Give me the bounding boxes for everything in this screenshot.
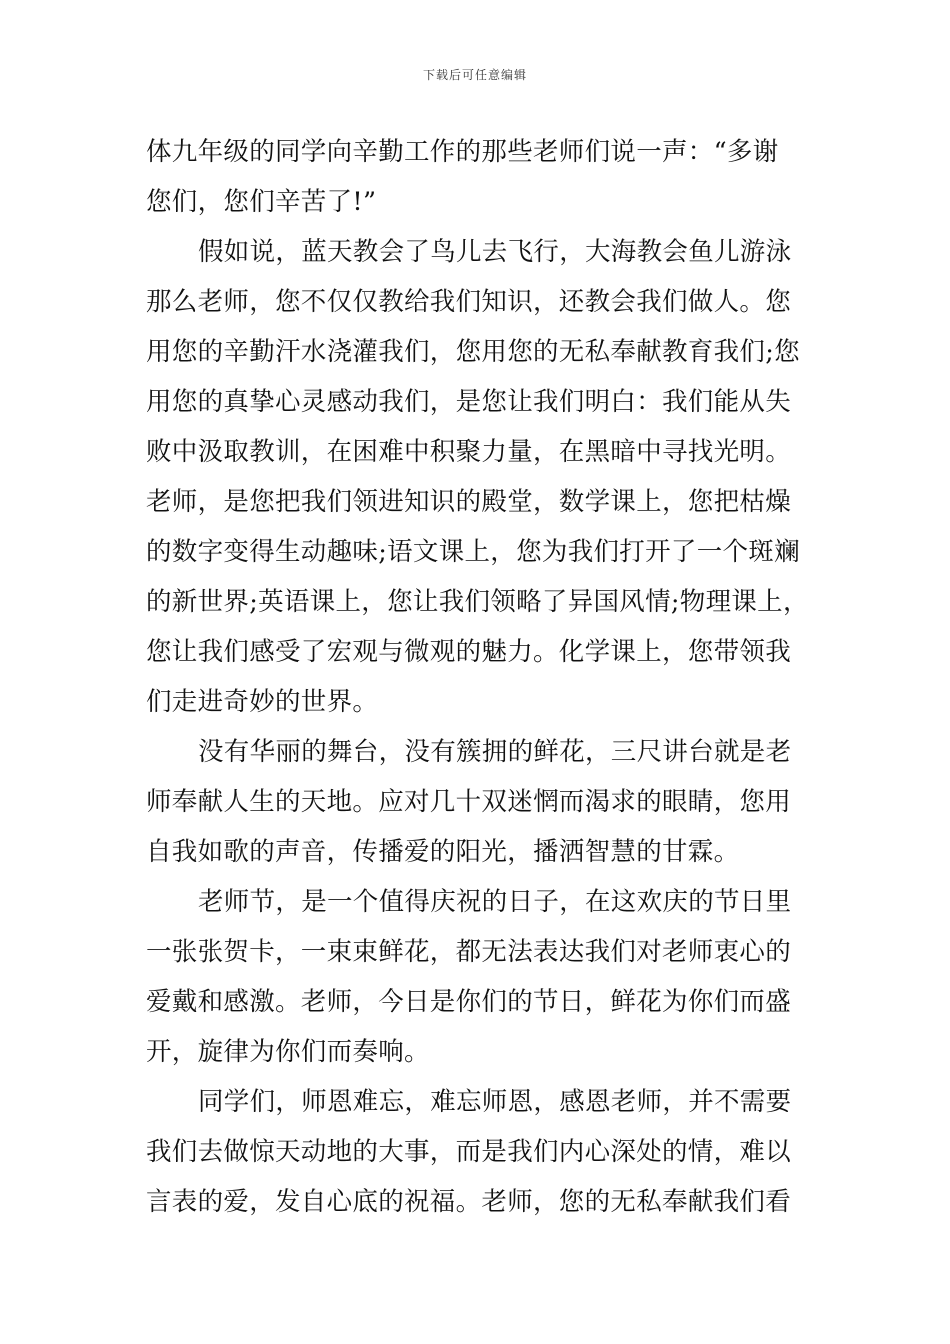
text-line: 您让我们感受了宏观与微观的魅力。化学课上，您带领我 — [146, 637, 792, 667]
text-line: 体九年级的同学向辛勤工作的那些老师们说一声：“多谢 — [146, 137, 779, 167]
text-line: 用您的辛勤汗水浇灌我们，您用您的无私奉献教育我们;您 — [146, 337, 800, 367]
text-line: 开，旋律为你们而奏响。 — [146, 1037, 430, 1067]
text-line: 一张张贺卡，一束束鲜花，都无法表达我们对老师衷心的 — [146, 937, 792, 967]
text-line: 言表的爱，发自心底的祝福。老师，您的无私奉献我们看 — [146, 1187, 792, 1217]
text-line: 们走进奇妙的世界。 — [146, 687, 379, 717]
document-body — [146, 127, 810, 1227]
page-header: 下载后可任意编辑 — [422, 68, 527, 82]
text-line: 用您的真挚心灵感动我们，是您让我们明白：我们能从失 — [146, 387, 792, 417]
text-line: 您们，您们辛苦了!” — [146, 187, 377, 217]
text-line: 自我如歌的声音，传播爱的阳光，播洒智慧的甘霖。 — [146, 837, 740, 867]
paragraph-first-line: 假如说，蓝天教会了鸟儿去飞行，大海教会鱼儿游泳 — [198, 237, 792, 267]
text-line: 师奉献人生的天地。应对几十双迷惘而渴求的眼睛，您用 — [146, 787, 792, 817]
text-line: 的数字变得生动趣味;语文课上，您为我们打开了一个斑斓 — [146, 537, 800, 567]
text-line: 我们去做惊天动地的大事，而是我们内心深处的情，难以 — [146, 1137, 792, 1167]
text-line: 败中汲取教训，在困难中积聚力量，在黑暗中寻找光明。 — [146, 437, 792, 467]
text-line: 的新世界;英语课上，您让我们领略了异国风情;物理课上， — [146, 587, 809, 617]
paragraph-first-line: 同学们，师恩难忘，难忘师恩，感恩老师，并不需要 — [198, 1087, 792, 1117]
paragraph-first-line: 老师节，是一个值得庆祝的日子，在这欢庆的节日里 — [198, 887, 792, 917]
text-line: 那么老师，您不仅仅教给我们知识，还教会我们做人。您 — [146, 287, 792, 317]
text-line: 老师，是您把我们领进知识的殿堂，数学课上，您把枯燥 — [146, 487, 792, 517]
paragraph-first-line: 没有华丽的舞台，没有簇拥的鲜花，三尺讲台就是老 — [198, 737, 792, 767]
text-line: 爱戴和感激。老师，今日是你们的节日，鲜花为你们而盛 — [146, 987, 792, 1017]
